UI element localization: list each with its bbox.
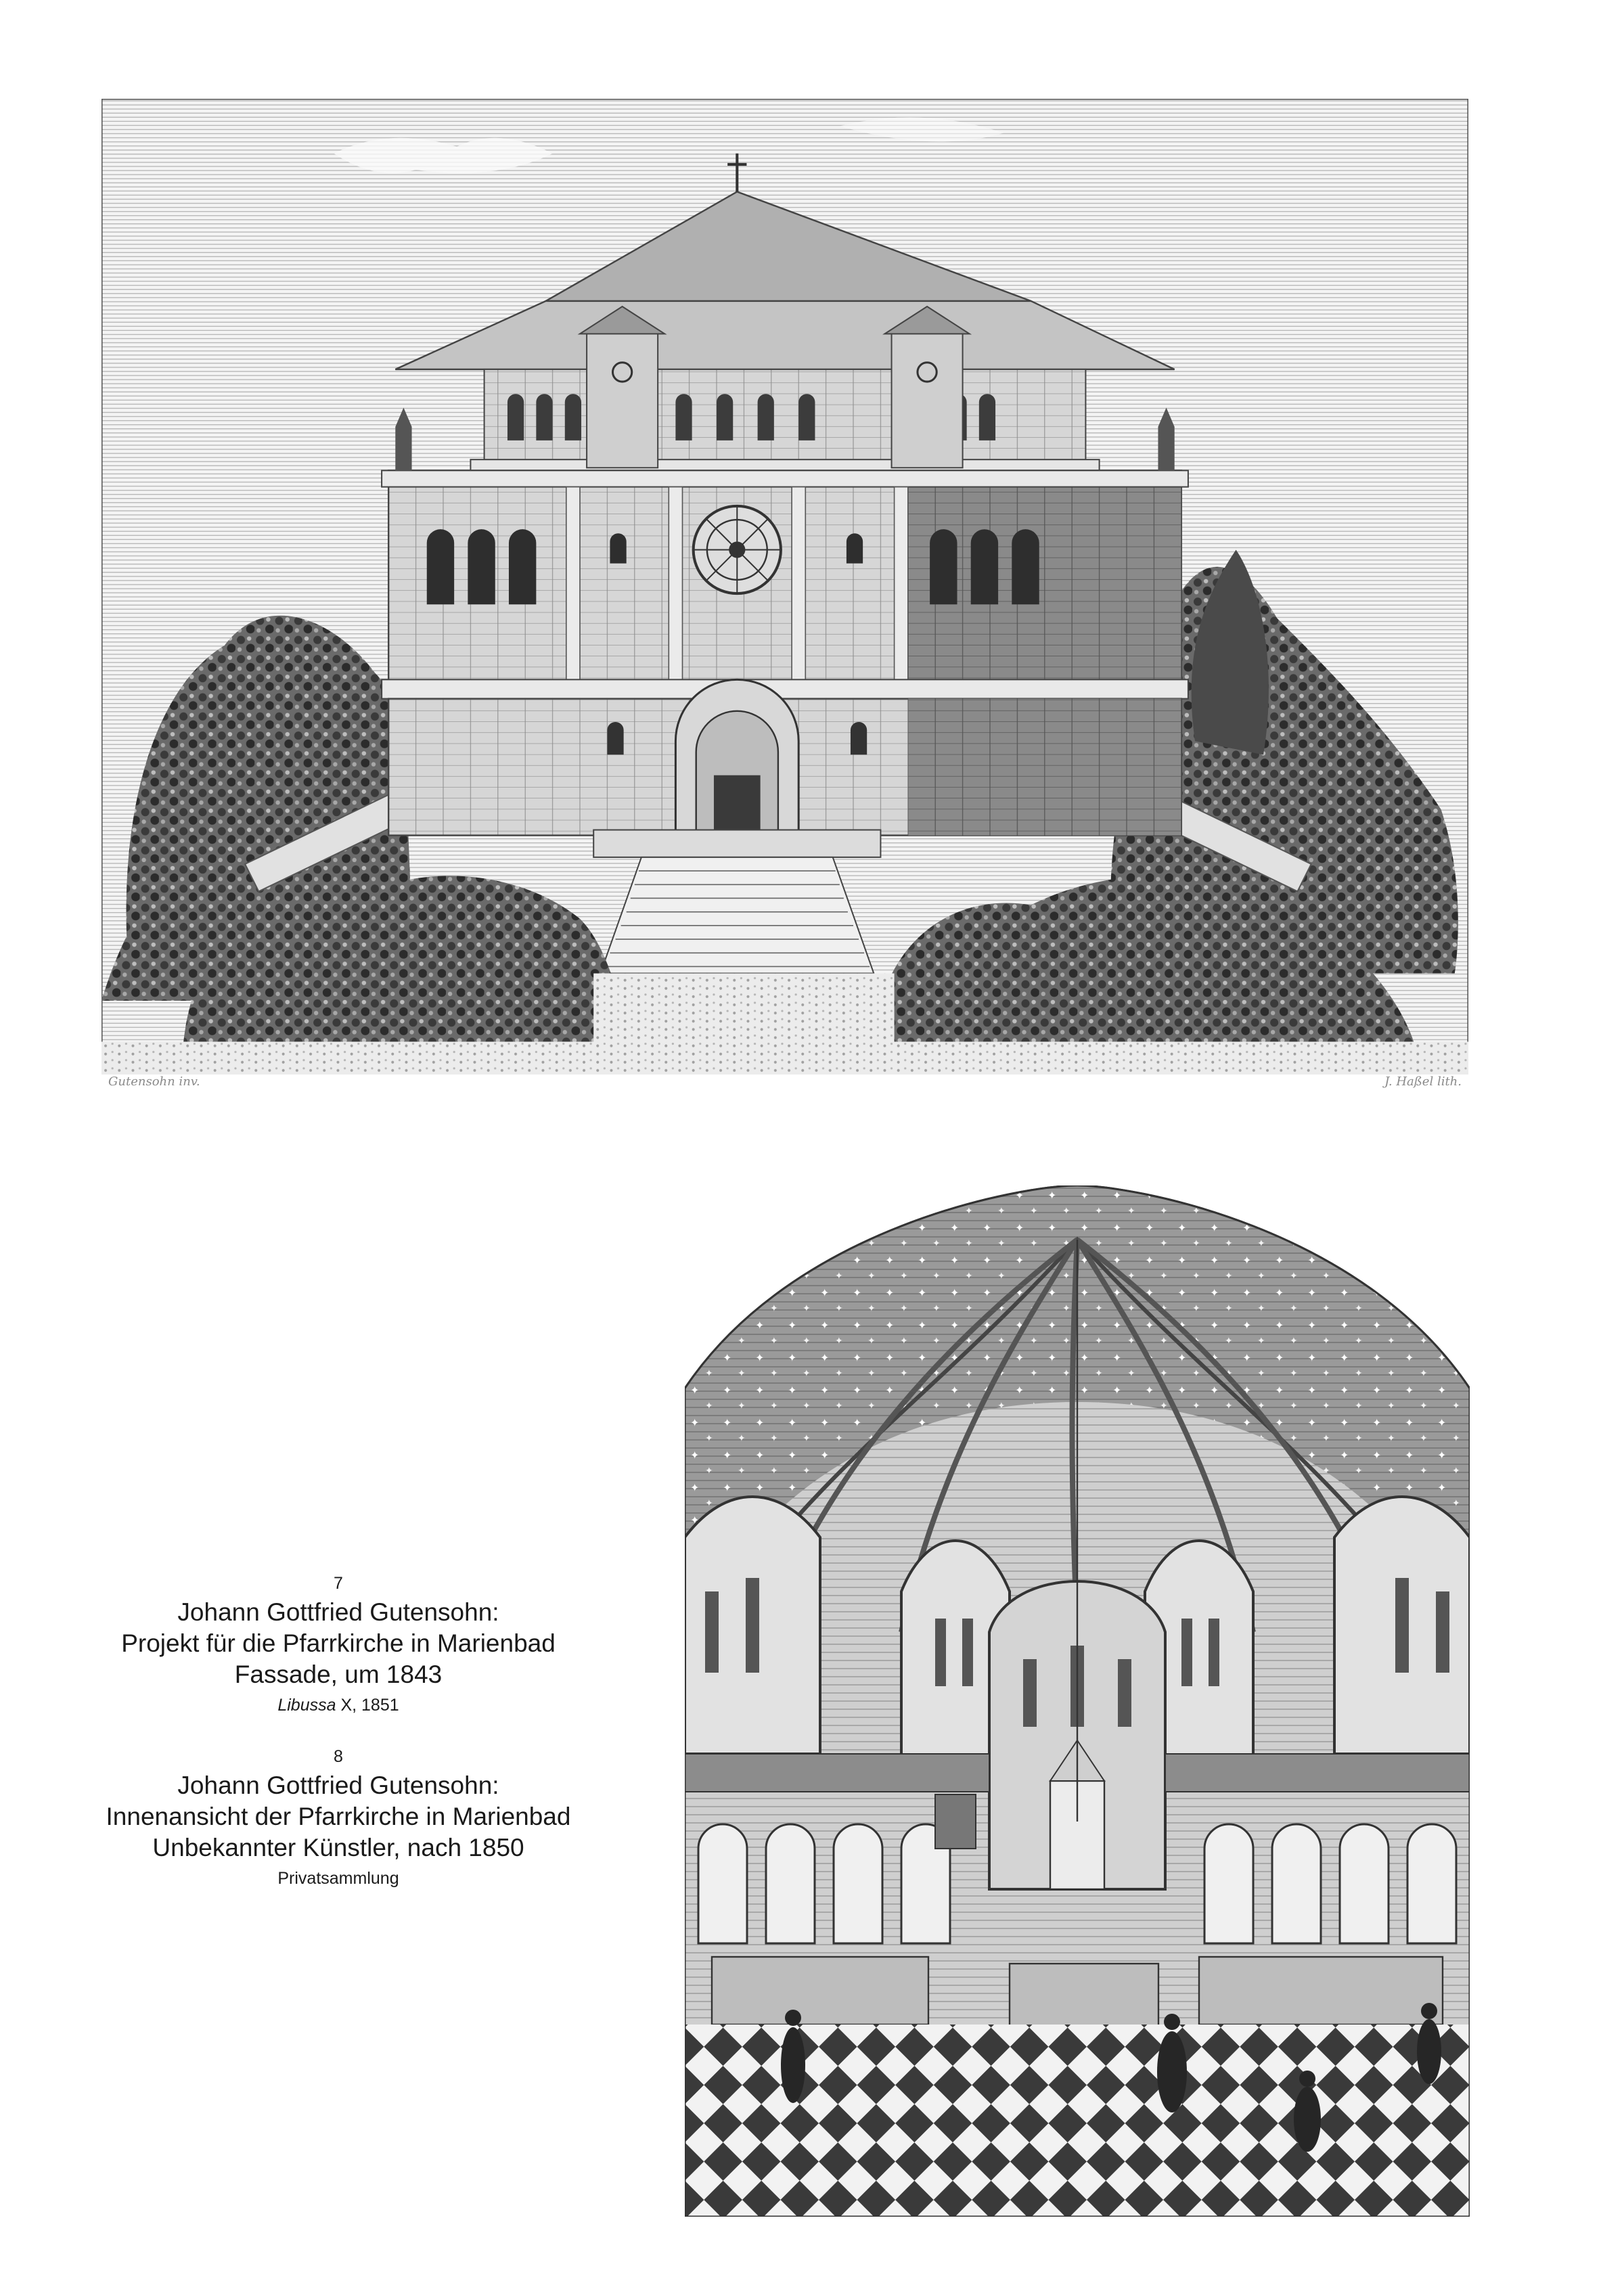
lithographer-signature-right: J. Haßel lith.	[1384, 1075, 1462, 1089]
caption-source-rest: Privatsammlung	[277, 1869, 399, 1888]
caption-number: 8	[334, 1747, 343, 1766]
caption-number: 7	[334, 1574, 343, 1593]
caption-source	[68, 1690, 609, 1720]
engraver-signature-left: Gutensohn inv.	[108, 1075, 200, 1089]
caption-artist: Johann Gottfried Gutensohn:	[177, 1771, 499, 1799]
caption-date: Fassade, um 1843	[234, 1660, 443, 1688]
caption-source-italic: Libussa	[277, 1696, 336, 1715]
facade-engraving	[102, 99, 1468, 1075]
caption-8	[68, 1743, 609, 1893]
interior-engraving	[685, 1185, 1470, 2217]
caption-title: Projekt für die Pfarrkirche in Marienbad	[121, 1629, 556, 1657]
caption-source-rest: X, 1851	[336, 1696, 399, 1715]
caption-artist: Johann Gottfried Gutensohn:	[177, 1598, 499, 1626]
caption-7	[68, 1570, 609, 1720]
figure-captions	[68, 1570, 609, 1916]
caption-date: Unbekannter Künstler, nach 1850	[152, 1834, 524, 1861]
caption-source	[68, 1863, 609, 1893]
caption-title: Innenansicht der Pfarrkirche in Marienbad	[106, 1803, 571, 1830]
